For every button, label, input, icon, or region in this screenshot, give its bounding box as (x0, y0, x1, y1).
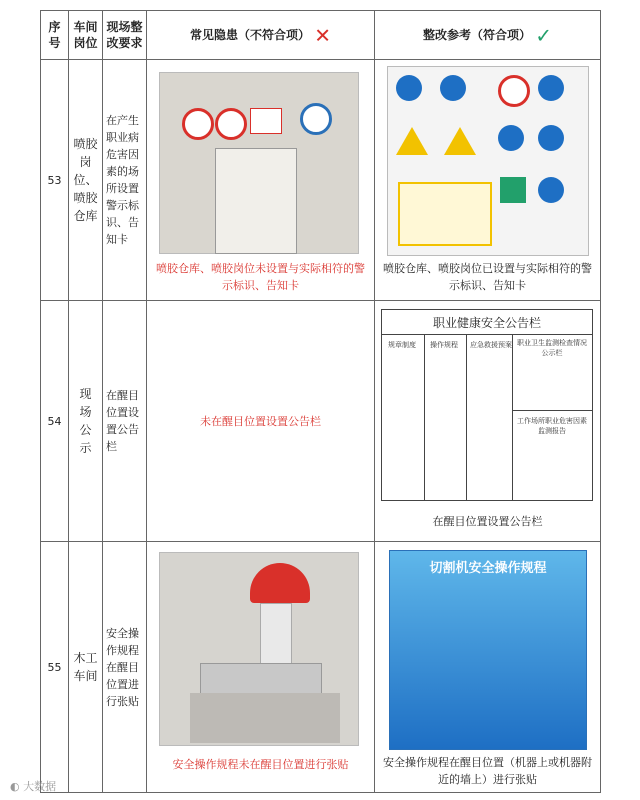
caution-warning-icon (444, 127, 476, 155)
board-section-inspection: 职业卫生监测检查情况公示栏 (517, 339, 587, 357)
row-number: 54 (41, 301, 69, 542)
good-caption: 安全操作规程在醒目位置（机器上或机器附近的墙上）进行张贴 (383, 756, 592, 786)
bulletin-board-diagram (381, 309, 593, 501)
prohibition-sign-icon (498, 75, 530, 107)
wash-hands-sign-icon (538, 177, 564, 203)
header-bad: 常见隐患（不符合项） ✕ (147, 11, 375, 60)
board-section-emergency: 应急救援预案 (470, 341, 512, 349)
bad-caption: 安全操作规程未在醒目位置进行张贴 (172, 758, 349, 771)
header-good: 整改参考（符合项） ✓ (375, 11, 601, 60)
gloves-sign-icon (538, 125, 564, 151)
bad-caption: 喷胶仓库、喷胶岗位未设置与实际相符的警示标识、告知卡 (156, 262, 365, 292)
safety-procedure-poster (389, 550, 587, 750)
row-requirement: 在醒目位置设置公告栏 (103, 301, 147, 542)
header-no: 序号 (41, 11, 69, 60)
protective-clothing-sign-icon (538, 75, 564, 101)
ventilation-sign-icon (440, 75, 466, 101)
good-example-cell (375, 542, 601, 793)
watermark: ◐ 大数据 (10, 780, 57, 793)
bad-example-cell (147, 542, 375, 793)
saw-guard-icon (250, 563, 310, 603)
warehouse-door-photo (159, 72, 359, 254)
table-header-row (41, 11, 601, 60)
good-caption: 喷胶仓库、喷胶岗位已设置与实际相符的警示标识、告知卡 (383, 262, 592, 292)
respirator-sign-icon (396, 75, 422, 101)
watermark-logo-icon: ◐ (10, 780, 20, 793)
row-requirement: 安全操作规程在醒目位置进行张贴 (103, 542, 147, 793)
check-icon: ✓ (535, 23, 552, 48)
board-section-monitoring: 工作场所职业危害因素监测报告 (517, 417, 587, 435)
table-row (41, 301, 601, 542)
notice-sign-icon (250, 108, 282, 134)
rectification-table (40, 10, 601, 793)
emergency-sign-icon (500, 177, 526, 203)
table-row (41, 542, 601, 793)
row-post: 现场公示 (69, 301, 103, 542)
row-post: 木工车间 (69, 542, 103, 793)
ventilation-sign-icon (300, 103, 332, 135)
poison-warning-icon (396, 127, 428, 155)
row-number: 53 (41, 60, 69, 301)
header-post: 车间岗位 (69, 11, 103, 60)
board-title: 职业健康安全公告栏 (432, 316, 541, 330)
cross-icon: ✕ (314, 23, 331, 48)
row-post: 喷胶岗位、喷胶仓库 (69, 60, 103, 301)
good-example-cell (375, 60, 601, 301)
poster-title: 切割机安全操作规程 (429, 561, 547, 576)
row-number: 55 (41, 542, 69, 793)
good-example-cell (375, 301, 601, 542)
bad-caption: 未在醒目位置设置公告栏 (200, 414, 321, 428)
bad-example-cell (147, 60, 375, 301)
goggles-sign-icon (498, 125, 524, 151)
board-section-procedures: 操作规程 (430, 341, 458, 349)
warning-signs-photo (387, 66, 589, 256)
no-entry-sign-icon (215, 108, 247, 140)
row-requirement: 在产生职业病危害因素的场所设置警示标识、告知卡 (103, 60, 147, 301)
board-section-rules: 规章制度 (388, 341, 416, 349)
table-row (41, 60, 601, 301)
cutting-machine-photo (159, 552, 359, 746)
good-caption: 在醒目位置设置公告栏 (432, 515, 543, 528)
bad-example-cell (147, 301, 375, 542)
no-entry-sign-icon (182, 108, 214, 140)
header-requirement: 现场整改要求 (103, 11, 147, 60)
notice-card-icon (398, 182, 492, 246)
